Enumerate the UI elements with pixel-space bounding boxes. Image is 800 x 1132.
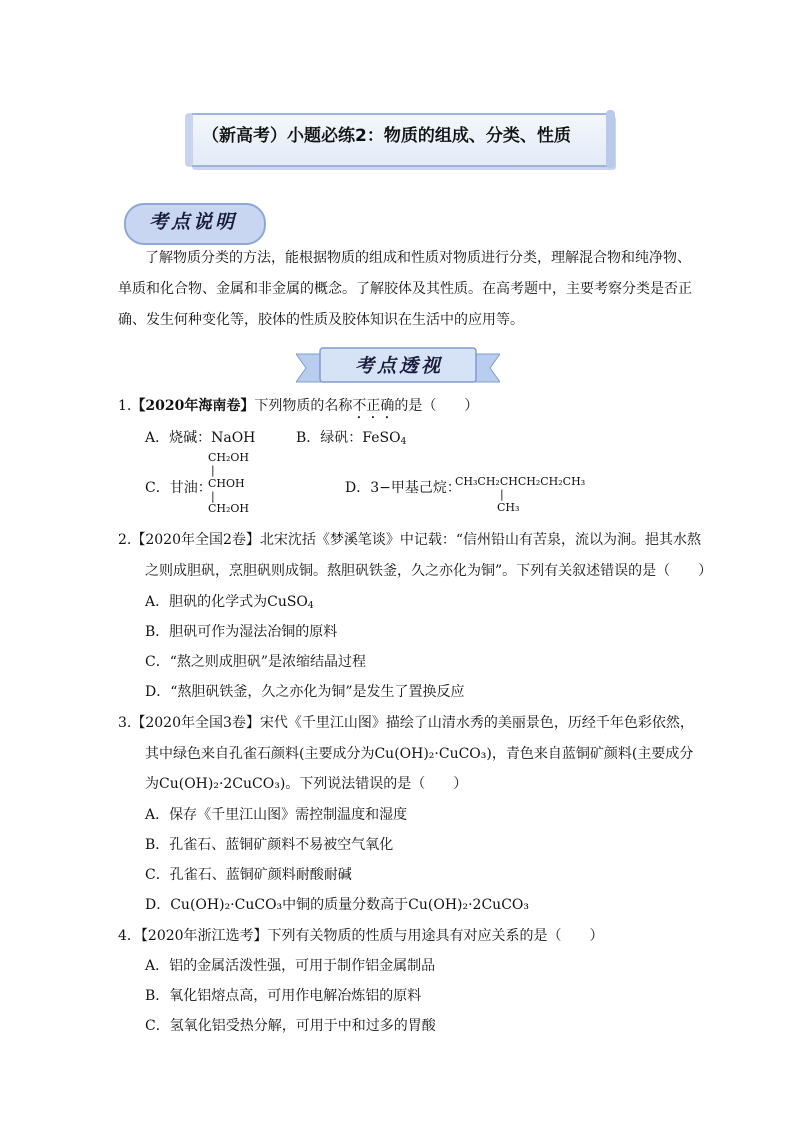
option-b: B．孔雀石、蓝铜矿颜料不易被空气氧化 (145, 837, 394, 853)
option-a-text: A．胆矾的化学式为CuSO (145, 594, 308, 610)
glycerol-line-2: CHOH (208, 477, 245, 490)
glycerol-line-1: CH₂OH (208, 451, 250, 464)
option-c: C．“熬之则成胆矾”是浓缩结晶过程 (145, 654, 367, 670)
question-number: 1. (118, 398, 132, 414)
glycerol-line-3: CH₂OH (208, 502, 250, 515)
intro-line-1: 了解物质分类的方法，能根据物质的组成和性质对物质进行分类，理解混合物和纯净物、 (145, 250, 691, 266)
intro-line-2: 单质和化合物、金属和非金属的概念。了解胶体及其性质。在高考题中，主要考察分类是否正 (118, 281, 692, 297)
question-3-line-3: 为Cu(OH)₂·2CuCO₃)。下列说法错误的是（ ） (145, 776, 468, 792)
subscript: 4 (307, 601, 314, 611)
option-c: C．孔雀石、蓝铜矿颜料耐酸耐碱 (145, 867, 352, 883)
emphasis-text: 不正确 (352, 398, 395, 414)
option-c: C．氢氧化铝受热分解，可用于中和过多的胃酸 (145, 1018, 436, 1034)
option-b: B．胆矾可作为湿法冶铜的原料 (145, 624, 338, 640)
question-3-line-2: 其中绿色来自孔雀石颜料(主要成分为Cu(OH)₂·CuCO₃)，青色来自蓝铜矿颜料(主要成分 (145, 746, 694, 762)
option-b: B．氧化铝熔点高，可用作电解冶炼铝的原料 (145, 988, 422, 1004)
question-1-stem (118, 396, 478, 422)
option-d: D．Cu(OH)₂·CuCO₃中铜的质量分数高于Cu(OH)₂·2CuCO₃ (145, 897, 529, 913)
question-2-line-2: 之则成胆矾，烹胆矾则成铜。熬胆矾铁釜，久之亦化为铜”。下列有关叙述错误的是（ ） (145, 563, 713, 579)
option-c-label: C．甘油： (145, 480, 212, 496)
glycerol-bond-2: | (211, 490, 215, 503)
option-b (296, 428, 406, 452)
intro-line-3: 确、发生何种变化等，胶体的性质及胶体知识在生活中的应用等。 (118, 312, 524, 328)
hexane-main-chain: CH₃CH₂CHCH₂CH₂CH₃ (455, 475, 586, 488)
section-badge-label: 考点说明 (148, 211, 237, 233)
option-b-text: B．绿矾：FeSO (296, 430, 401, 446)
option-a: A．保存《千里江山图》需控制温度和湿度 (145, 807, 408, 823)
glycerol-bond-1: | (211, 464, 215, 477)
question-3-line-1: 3.【2020年全国3卷】宋代《千里江山图》描绘了山清水秀的美丽景色，历经千年色彩依然， (118, 715, 694, 731)
question-4-line-1: 4．【2020年浙江选考】下列有关物质的性质与用途具有对应关系的是（ ） (118, 928, 604, 944)
subscript: 4 (400, 437, 407, 447)
banner-scroll-left (185, 113, 193, 167)
option-a: A．铝的金属活泼性强，可用于制作铝金属制品 (145, 958, 436, 974)
question-2-line-1: 2.【2020年全国2卷】北宋沈括《梦溪笔谈》中记载：“信州铅山有苦泉，流以为涧。挹其水熬 (118, 532, 702, 548)
option-a (145, 592, 314, 616)
page-title: （新高考）小题必练2：物质的组成、分类、性质 (202, 126, 571, 146)
question-source: 【2020年海南卷】 (131, 398, 255, 414)
question-stem-text: 下列物质的名称 (254, 398, 353, 414)
option-d: D．“熬胆矾铁釜，久之亦化为铜”是发生了置换反应 (145, 684, 465, 700)
option-d-label: D．3−甲基己烷： (345, 480, 461, 496)
option-a: A．烧碱：NaOH (145, 430, 256, 446)
hexane-bond: | (500, 488, 504, 501)
section-ribbon-label: 考点透视 (354, 355, 443, 377)
question-stem-end: 的是（ ） (394, 398, 479, 414)
hexane-branch: CH₃ (497, 501, 520, 514)
